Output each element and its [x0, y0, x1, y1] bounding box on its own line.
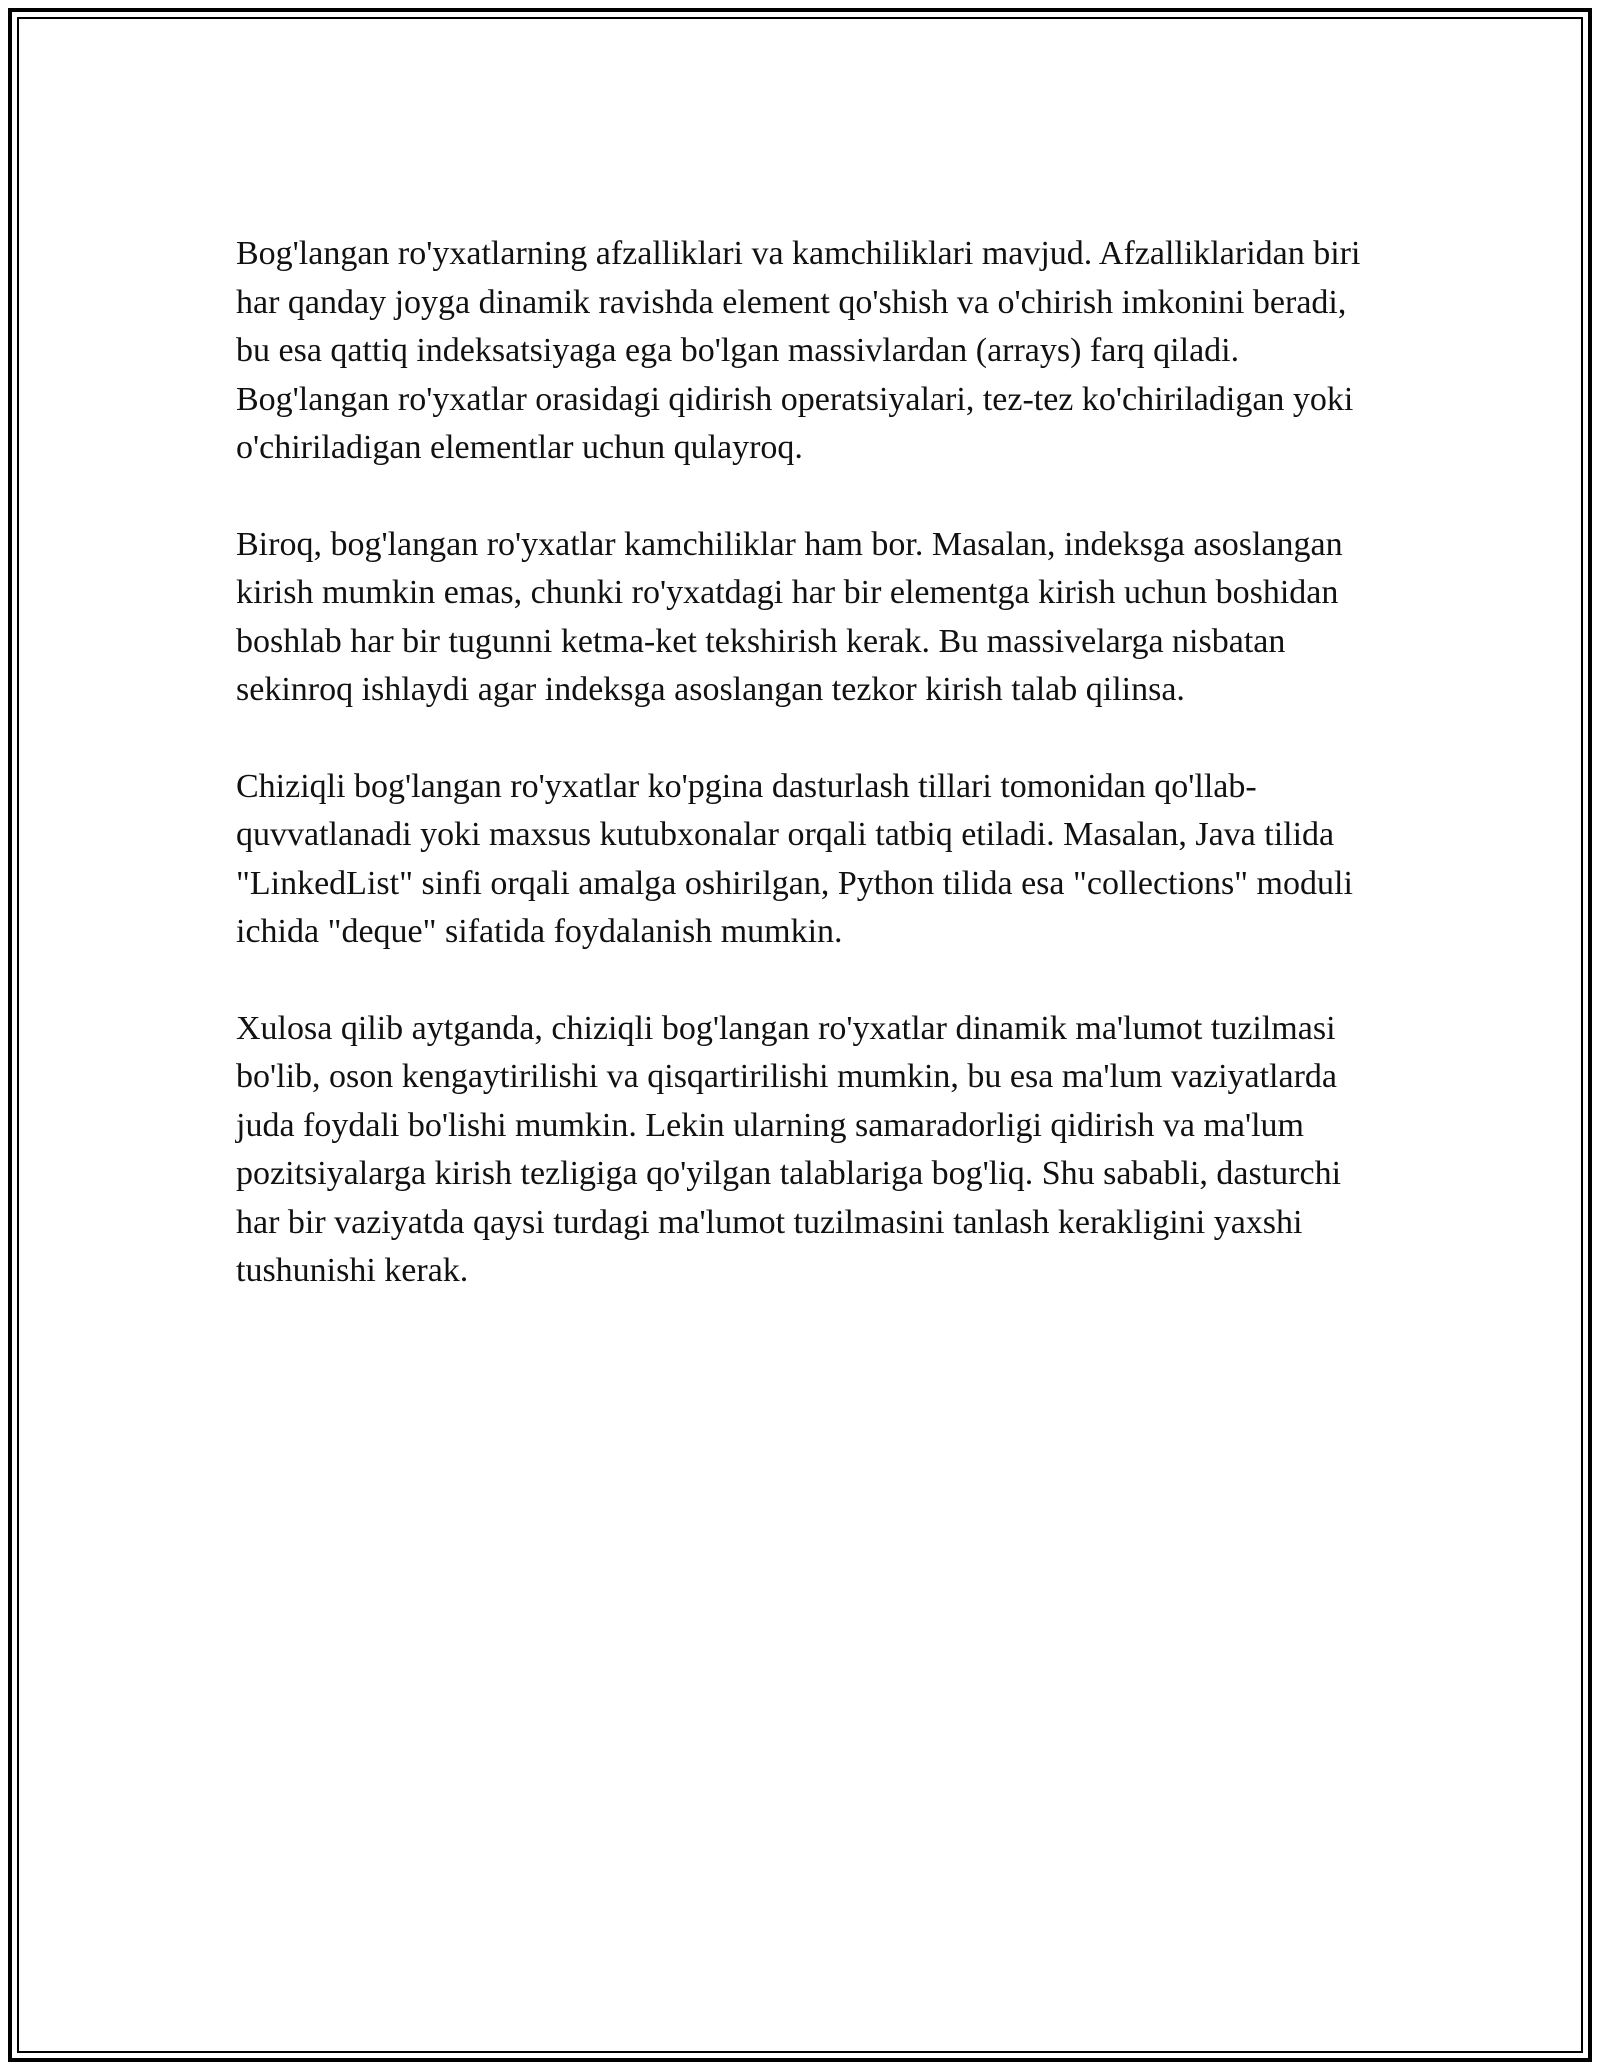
paragraph-advantages: Bog'langan ro'yxatlarning afzalliklari va kamchiliklari mavjud. Afzalliklaridan biri har qanday joyga dinamik ravishda element qo'shish va o'chirish imkonini beradi, bu esa qattiq indeksatsiyaga ega bo'lgan massivlardan (arrays) farq qiladi. Bog'langan ro'yxatlar orasidagi qidirish operatsiyalari, tez-tez ko'chiriladigan yoki o'chiriladigan elementlar uchun qulayroq. — [236, 235, 1361, 466]
document-body — [236, 230, 1366, 1344]
paragraph-disadvantages: Biroq, bog'langan ro'yxatlar kamchiliklar ham bor. Masalan, indeksga asoslangan kirish mumkin emas, chunki ro'yxatdagi har bir elementga kirish uchun boshidan boshlab har bir tugunni ketma-ket tekshirish kerak. Bu massivelarga nisbatan sekinroq ishlaydi agar indeksga asoslangan tezkor kirish talab qilinsa. — [236, 525, 1343, 708]
paragraph-conclusion: Xulosa qilib aytganda, chiziqli bog'langan ro'yxatlar dinamik ma'lumot tuzilmasi bo'lib, oson kengaytirilishi va qisqartirilishi mumkin, bu esa ma'lum vaziyatlarda juda foydali bo'lishi mumkin. Lekin ularning samaradorligi qidirish va ma'lum pozitsiyalarga kirish tezligiga qo'yilgan talablariga bog'liq. Shu sababli, dasturchi har bir vaziyatda qaysi turdagi ma'lumot tuzilmasini tanlash kerakligini yaxshi tushunishi kerak. — [236, 1009, 1342, 1289]
paragraph-language-support: Chiziqli bog'langan ro'yxatlar ko'pgina dasturlash tillari tomonidan qo'llab-quvvatlanadi yoki maxsus kutubxonalar orqali tatbiq etiladi. Masalan, Java tilida "LinkedList" sinfi orqali amalga oshirilgan, Python tilida esa "collections" moduli ichida "deque" sifatida foydalanish mumkin. — [236, 767, 1353, 950]
